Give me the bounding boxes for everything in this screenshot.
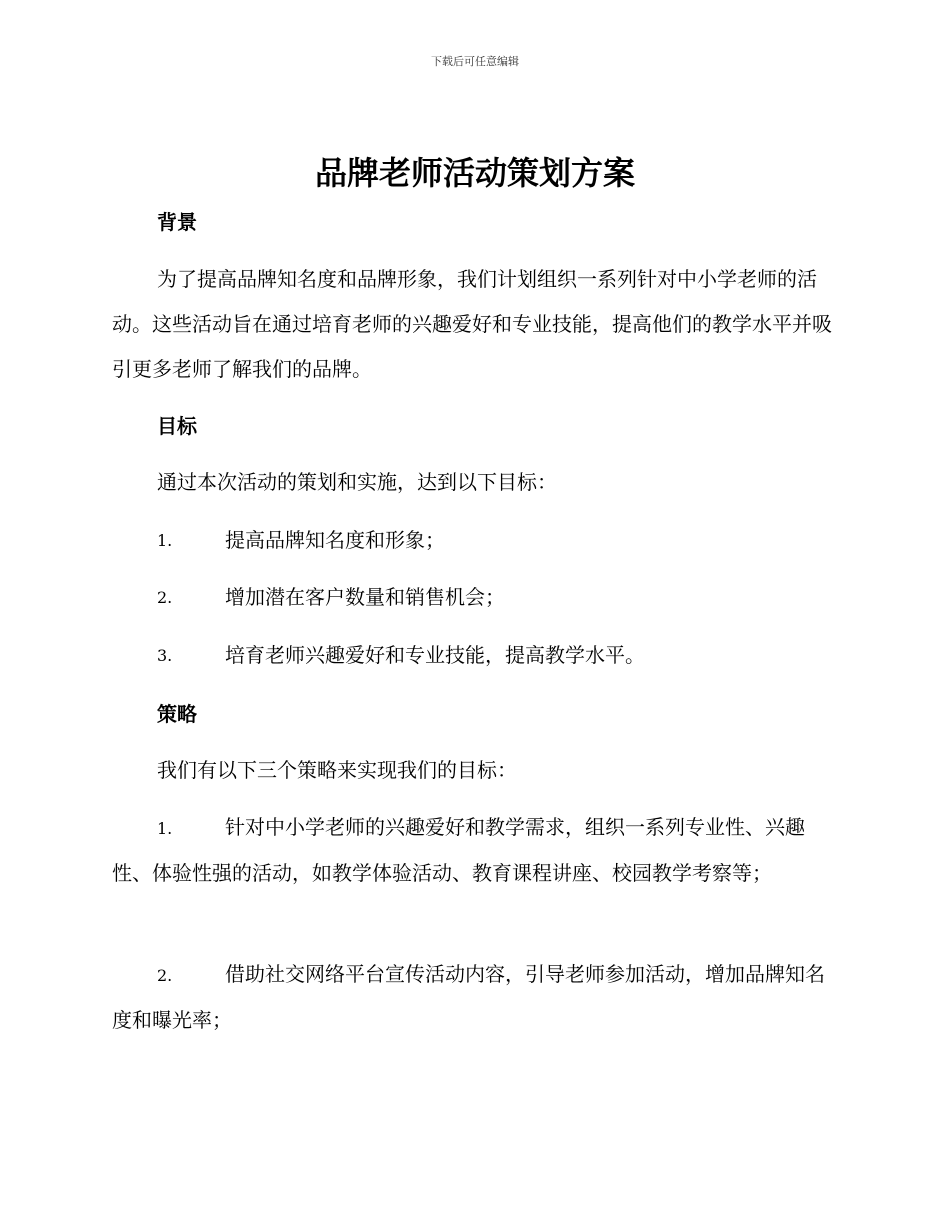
strategy-item-text: 借助社交网络平台宣传活动内容，引导老师参加活动，增加品牌知名度和曝光率； [112,962,825,1032]
goals-intro: 通过本次活动的策划和实施，达到以下目标： [157,470,557,494]
goal-item-number: 2. [157,588,173,607]
document-title: 品牌老师活动策划方案 [314,154,635,192]
strategy-item-number: 2. [157,966,173,985]
strategy-item-text: 针对中小学老师的兴趣爱好和教学需求，组织一系列专业性、兴趣性、体验性强的活动，如教学体验活动、教育课程讲座、校园教学考察等； [112,815,805,885]
goal-item-number: 1. [157,531,173,550]
section-heading-background: 背景 [157,210,197,234]
section-heading-strategy: 策略 [157,702,197,726]
strategy-item-number: 1. [157,819,173,838]
strategy-item [112,805,836,896]
goal-item-text: 增加潜在客户数量和销售机会； [225,585,505,609]
strategy-item [112,952,836,1043]
goal-item-number: 3. [157,646,173,665]
page-header-note: 下载后可任意编辑 [431,55,519,68]
goal-item-text: 培育老师兴趣爱好和专业技能，提高教学水平。 [225,643,645,667]
goal-item-text: 提高品牌知名度和形象； [225,528,445,552]
section-heading-goals: 目标 [157,414,197,438]
strategy-intro: 我们有以下三个策略来实现我们的目标： [157,758,517,782]
background-paragraph: 为了提高品牌知名度和品牌形象，我们计划组织一系列针对中小学老师的活动。这些活动旨在通过培育老师的兴趣爱好和专业技能，提高他们的教学水平并吸引更多老师了解我们的品牌。 [112,267,832,381]
